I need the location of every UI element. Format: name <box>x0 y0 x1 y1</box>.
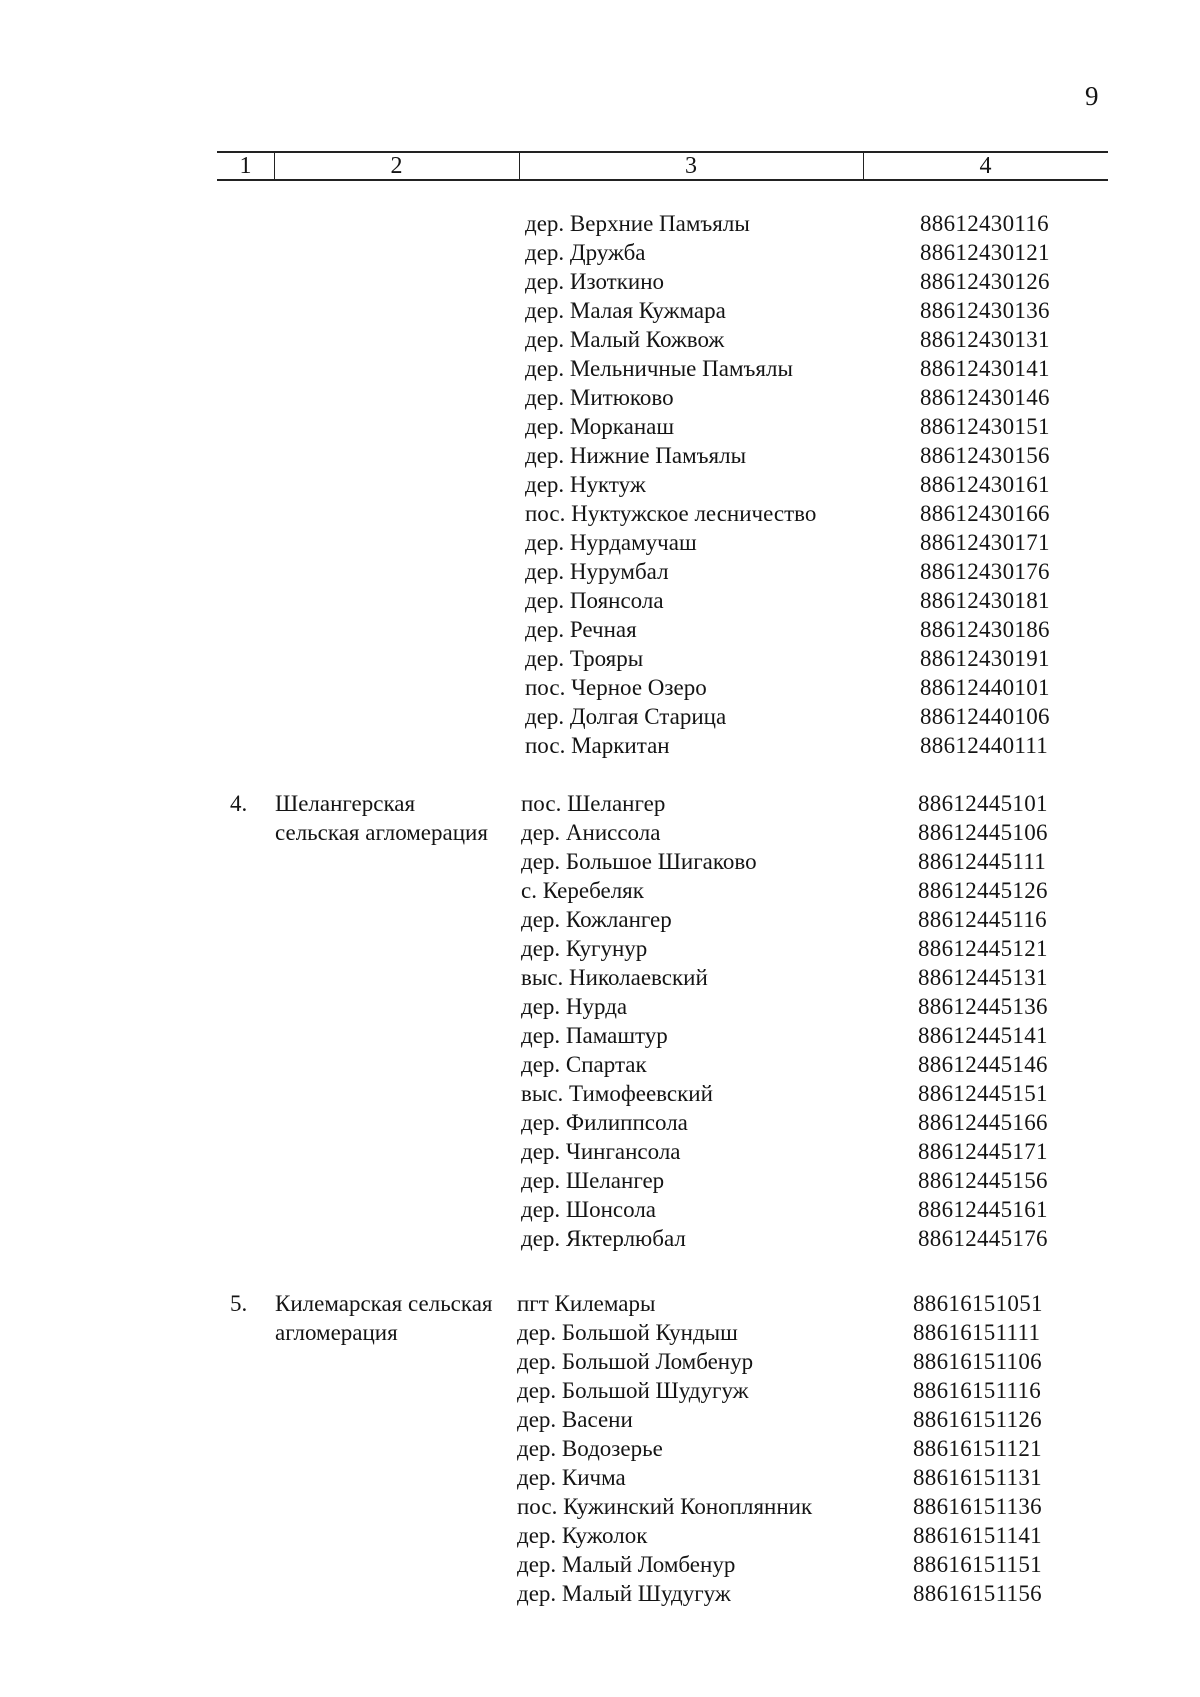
settlement-code: 88612445101 <box>918 791 1048 816</box>
settlement-name: дер. Малый Кожвож <box>525 327 725 352</box>
settlement-name: дер. Большой Шудугуж <box>517 1378 749 1403</box>
settlement-code: 88616151126 <box>913 1407 1042 1432</box>
settlement-code: 88612445156 <box>918 1168 1048 1193</box>
settlement-code: 88612445176 <box>918 1226 1048 1251</box>
settlement-code: 88616151156 <box>913 1581 1042 1606</box>
agglomeration-name: Килемарская сельская <box>275 1291 493 1316</box>
settlement-code: 88612445106 <box>918 820 1048 845</box>
settlement-name: дер. Спартак <box>521 1052 647 1077</box>
settlement-name: дер. Шонсола <box>521 1197 657 1222</box>
settlement-name: дер. Чингансола <box>521 1139 681 1164</box>
settlement-name: дер. Яктерлюбал <box>521 1226 686 1251</box>
settlement-name: пгт Килемары <box>517 1291 656 1316</box>
settlement-name: дер. Кугунур <box>521 936 648 961</box>
settlement-name: дер. Васени <box>517 1407 633 1432</box>
settlement-code: 88616151116 <box>913 1378 1042 1403</box>
settlement-code: 88612430141 <box>920 356 1050 381</box>
settlement-code: 88612430121 <box>920 240 1050 265</box>
settlement-name: пос. Черное Озеро <box>525 675 707 700</box>
settlement-name: дер. Малый Ломбенур <box>517 1552 736 1577</box>
settlement-name: дер. Аниссола <box>521 820 661 845</box>
settlement-code: 88612440106 <box>920 704 1050 729</box>
settlement-code: 88612440111 <box>920 733 1049 758</box>
settlement-name: дер. Поянсола <box>525 588 664 613</box>
settlement-name: дер. Морканаш <box>525 414 675 439</box>
settlement-name: дер. Памаштур <box>521 1023 668 1048</box>
settlement-code: 88612445121 <box>918 936 1048 961</box>
settlement-code: 88612445151 <box>918 1081 1048 1106</box>
settlement-code: 88616151111 <box>913 1320 1041 1345</box>
settlement-name: дер. Филиппсола <box>521 1110 688 1135</box>
settlement-code: 88612430181 <box>920 588 1050 613</box>
settlement-name: дер. Нижние Памъялы <box>525 443 747 468</box>
settlement-name: дер. Кужолок <box>517 1523 648 1548</box>
settlement-name: дер. Большое Шигаково <box>521 849 757 874</box>
settlement-name: дер. Большой Кундыш <box>517 1320 738 1345</box>
settlement-code: 88616151106 <box>913 1349 1042 1374</box>
settlement-name: с. Керебеляк <box>521 878 644 903</box>
table-column-header <box>217 151 1108 181</box>
settlement-code: 88612430176 <box>920 559 1050 584</box>
settlement-code: 88612445136 <box>918 994 1048 1019</box>
settlement-code: 88612445111 <box>918 849 1047 874</box>
settlement-code: 88612430161 <box>920 472 1050 497</box>
settlement-name: дер. Нурумбал <box>525 559 669 584</box>
agglomeration-name: Шелангерская <box>275 791 416 816</box>
agglomeration-name: сельская агломерация <box>275 820 488 845</box>
settlement-code: 88612430146 <box>920 385 1050 410</box>
column-header-1: 1 <box>239 153 252 179</box>
settlement-code: 88612440101 <box>920 675 1050 700</box>
settlement-code: 88612430186 <box>920 617 1050 642</box>
settlement-code: 88612445146 <box>918 1052 1048 1077</box>
settlement-name: дер. Большой Ломбенур <box>517 1349 754 1374</box>
settlement-code: 88612445116 <box>918 907 1047 932</box>
settlement-name: пос. Нуктужское лесничество <box>525 501 817 526</box>
settlement-name: дер. Малая Кужмара <box>525 298 726 323</box>
settlement-name: пос. Шелангер <box>521 791 666 816</box>
agglomeration-name: агломерация <box>275 1320 398 1345</box>
settlement-name: дер. Кожлангер <box>521 907 672 932</box>
settlement-name: дер. Митюково <box>525 385 674 410</box>
settlement-code: 88612430116 <box>920 211 1049 236</box>
settlement-code: 88616151121 <box>913 1436 1042 1461</box>
settlement-code: 88612430151 <box>920 414 1050 439</box>
settlement-code: 88616151136 <box>913 1494 1042 1519</box>
settlement-name: пос. Кужинский Коноплянник <box>517 1494 813 1519</box>
settlement-name: дер. Речная <box>525 617 637 642</box>
settlement-name: выс. Николаевский <box>521 965 708 990</box>
page-number: 9 <box>1085 81 1099 111</box>
settlement-code: 88612445126 <box>918 878 1048 903</box>
settlement-code: 88612430156 <box>920 443 1050 468</box>
settlement-code: 88612445131 <box>918 965 1048 990</box>
settlement-name: дер. Малый Шудугуж <box>517 1581 731 1606</box>
settlement-name: дер. Нурдамучаш <box>525 530 697 555</box>
column-header-3: 3 <box>685 153 697 179</box>
column-header-2: 2 <box>390 153 403 179</box>
settlement-code: 88612445141 <box>918 1023 1048 1048</box>
settlement-code: 88612430171 <box>920 530 1050 555</box>
column-header-4: 4 <box>979 153 992 179</box>
settlement-code: 88612445166 <box>918 1110 1048 1135</box>
settlement-code: 88612430191 <box>920 646 1050 671</box>
settlement-code: 88616151051 <box>913 1291 1043 1316</box>
settlement-name: дер. Долгая Старица <box>525 704 727 729</box>
settlement-name: дер. Нуктуж <box>525 472 646 497</box>
settlement-name: дер. Шелангер <box>521 1168 665 1193</box>
settlement-code: 88616151141 <box>913 1523 1042 1548</box>
settlement-code: 88612430131 <box>920 327 1050 352</box>
settlement-code: 88612445171 <box>918 1139 1048 1164</box>
settlement-code: 88616151131 <box>913 1465 1042 1490</box>
settlement-name: дер. Верхние Памъялы <box>525 211 750 236</box>
settlement-code: 88612430136 <box>920 298 1050 323</box>
settlement-name: дер. Мельничные Памъялы <box>525 356 793 381</box>
settlement-name: дер. Изоткино <box>525 269 665 294</box>
settlement-name: дер. Трояры <box>525 646 644 671</box>
group-number: 4. <box>230 791 248 816</box>
settlement-name: выс. Тимофеевский <box>521 1081 713 1106</box>
settlement-code: 88616151151 <box>913 1552 1042 1577</box>
settlement-code: 88612430166 <box>920 501 1050 526</box>
settlement-code: 88612430126 <box>920 269 1050 294</box>
settlement-name: пос. Маркитан <box>525 733 670 758</box>
settlement-name: дер. Нурда <box>521 994 628 1019</box>
settlement-name: дер. Кичма <box>517 1465 626 1490</box>
settlement-name: дер. Водозерье <box>517 1436 663 1461</box>
settlement-name: дер. Дружба <box>525 240 646 265</box>
settlement-code: 88612445161 <box>918 1197 1048 1222</box>
group-number: 5. <box>230 1291 248 1316</box>
